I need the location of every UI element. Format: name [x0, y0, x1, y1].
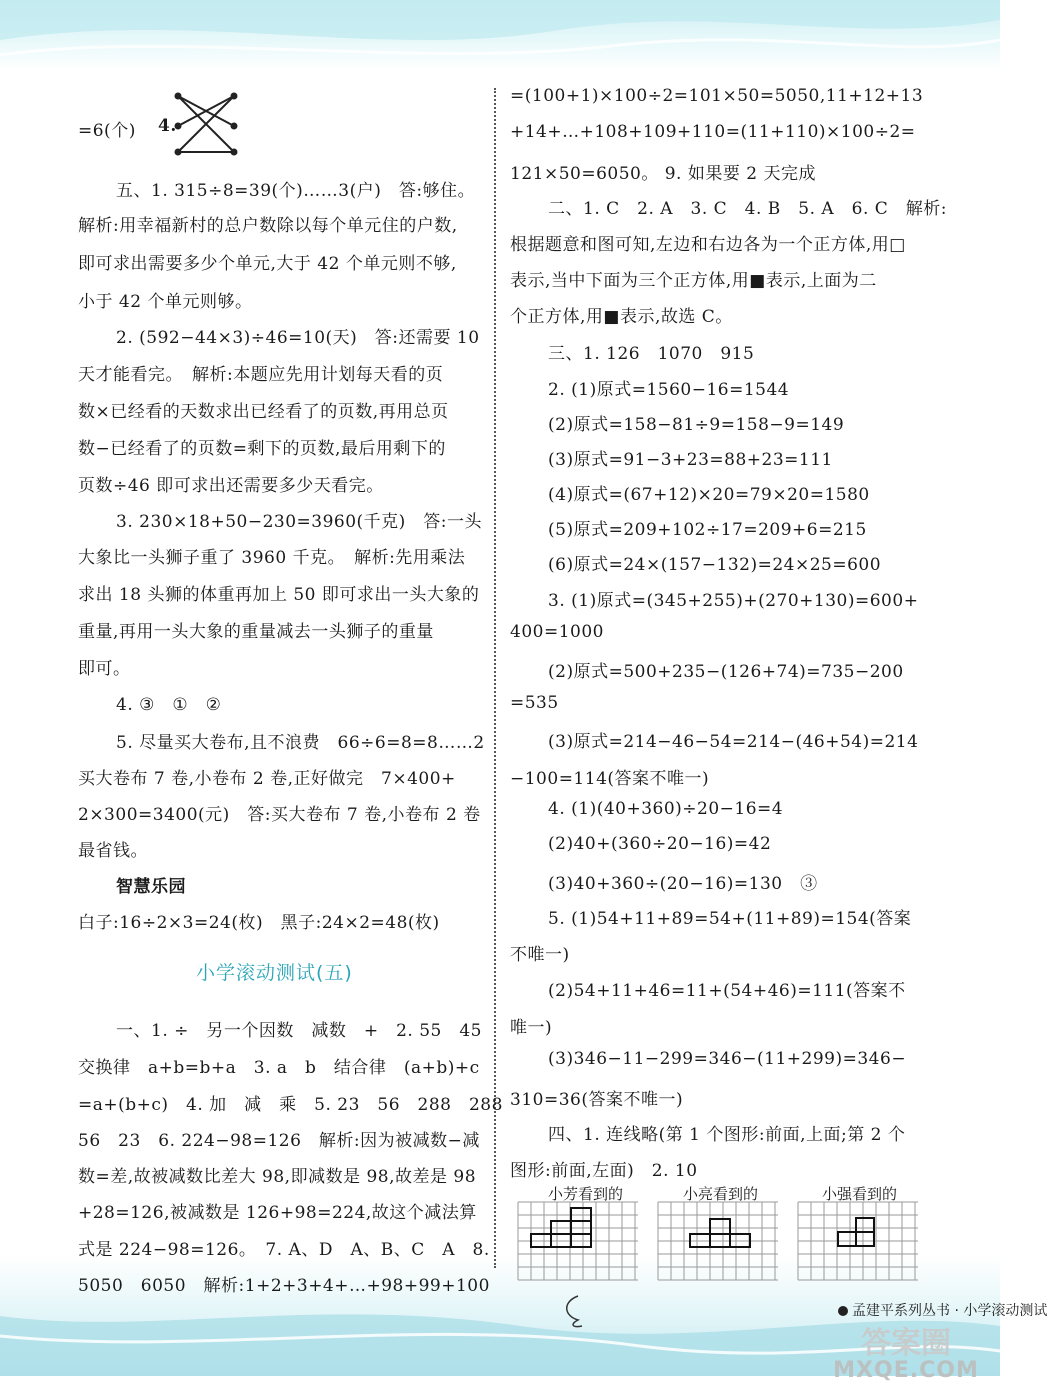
answer-line: 四、1. 连线略(第 1 个图形:前面,上面;第 2 个 [548, 1125, 906, 1145]
answer-line: 二、1. C 2. A 3. C 4. B 5. A 6. C 解析: [548, 199, 948, 219]
answer-line: =(100+1)×100÷2=101×50=5050,11+12+13 [510, 86, 924, 106]
answer-line: 2. (592−44×3)÷46=10(天) 答:还需要 10 [116, 328, 480, 348]
analysis-line: 重量,再用一头大象的重量减去一头狮子的重量 [78, 622, 434, 642]
answer-line: 121×50=6050。 9. 如果要 2 天完成 [510, 164, 816, 184]
answer-line: =535 [510, 693, 559, 713]
wave-decoration-top [0, 0, 1000, 70]
answer-line: 2. (1)原式=1560−16=1544 [548, 380, 790, 400]
top-decorative-band [0, 0, 1000, 70]
analysis-line: +28=126,被减数是 126+98=224,故这个减法算 [78, 1203, 477, 1223]
analysis-line: 表示,当中下面为三个正方体,用■表示,上面为二 [510, 271, 877, 291]
answer-line: (2)原式=500+235−(126+74)=735−200 [548, 662, 904, 682]
answer-line: (2)原式=158−81÷9=158−9=149 [548, 415, 845, 435]
answer-line: 不唯一) [510, 945, 570, 965]
view-grid-xiaoqiang [798, 1202, 922, 1282]
answer-line: 三、1. 126 1070 915 [548, 344, 755, 364]
answer-line: (5)原式=209+102÷17=209+6=215 [548, 520, 867, 540]
analysis-line: 即可。 [78, 659, 131, 679]
matching-lines-figure [170, 88, 242, 160]
watermark-text: 答案圈 [861, 1326, 951, 1361]
view-grid-xiaofang [518, 1202, 642, 1282]
answer-line: (3)40+360÷(20−16)=130 ③ [548, 874, 818, 894]
analysis-line: 大象比一头狮子重了 3960 千克。 解析:先用乘法 [78, 548, 466, 568]
section-title: 小学滚动测试(五) [196, 962, 353, 984]
answer-line: 3. 230×18+50−230=3960(千克) 答:一头 [116, 512, 483, 532]
grid-label-xiaoliang: 小亮看到的 [683, 1185, 759, 1203]
answer-line: 图形:前面,左面) 2. 10 [510, 1161, 698, 1181]
answer-line: 4. ③ ① ② [116, 695, 222, 715]
answer-line: 3. (1)原式=(345+255)+(270+130)=600+ [548, 591, 919, 611]
analysis-line: 即可求出需要多少个单元,大于 42 个单元则不够, [78, 254, 457, 274]
answer-line: (3)原式=214−46−54=214−(46+54)=214 [548, 732, 919, 752]
question-number: 4. [158, 116, 177, 136]
bullet-dot-icon [838, 1306, 848, 1316]
watermark-url: MXQE.COM [833, 1358, 979, 1383]
answer-line: +14+…+108+109+110=(11+110)×100÷2= [510, 122, 916, 142]
answer-line: 唯一) [510, 1018, 553, 1038]
series-name: 孟建平系列丛书 · 小学滚动测试 [852, 1303, 1047, 1319]
answer-line: (2)40+(360÷20−16)=42 [548, 834, 772, 854]
answer-line: 买大卷布 7 卷,小卷布 2 卷,正好做完 7×400+ [78, 769, 456, 789]
answer-line: (3)346−11−299=346−(11+299)=346− [548, 1049, 907, 1069]
answer-line: 交换律 a+b=b+a 3. a b 结合律 (a+b)+c [78, 1058, 480, 1078]
analysis-line: 解析:用幸福新村的总户数除以每个单元住的户数, [78, 216, 458, 236]
answer-line: =a+(b+c) 4. 加 减 乘 5. 23 56 288 288 [78, 1095, 503, 1115]
analysis-line: 求出 18 头狮的体重再加上 50 即可求出一头大象的 [78, 585, 480, 605]
answer-line: (6)原式=24×(157−132)=24×25=600 [548, 555, 882, 575]
answer-line: −100=114(答案不唯一) [510, 769, 710, 789]
answer-line: =6(个) [78, 121, 136, 141]
answer-line: 400=1000 [510, 622, 604, 642]
site-watermark [818, 1318, 994, 1383]
analysis-line: 页数÷46 即可求出还需要多少天看完。 [78, 476, 384, 496]
answer-line: 白子:16÷2×3=24(枚) 黑子:24×2=48(枚) [78, 913, 440, 933]
analysis-line: 小于 42 个单元则够。 [78, 292, 253, 312]
answer-line: (2)54+11+46=11+(54+46)=111(答案不 [548, 981, 906, 1001]
analysis-line: 数−已经看了的页数=剩下的页数,最后用剩下的 [78, 439, 446, 459]
answer-line: 310=36(答案不唯一) [510, 1090, 684, 1110]
analysis-line: 数=差,故被减数比差大 98,即减数是 98,故差是 98 [78, 1167, 477, 1187]
answer-line: (3)原式=91−3+23=88+23=111 [548, 450, 833, 470]
analysis-line: 天才能看完。 解析:本题应先用计划每天看的页 [78, 365, 444, 385]
analysis-line: 式是 224−98=126。 7. A、D A、B、C A 8. [78, 1240, 490, 1260]
subsection-heading: 智慧乐园 [116, 877, 186, 897]
answer-line: 56 23 6. 224−98=126 解析:因为被减数−减 [78, 1131, 480, 1151]
answer-line: 最省钱。 [78, 841, 148, 861]
answer-line: 2×300=3400(元) 答:买大卷布 7 卷,小卷布 2 卷 [78, 805, 481, 825]
answer-line: 4. (1)(40+360)÷20−16=4 [548, 799, 784, 819]
answer-line: 五、1. 315÷8=39(个)……3(户) 答:够住。 [116, 181, 476, 201]
answer-line: 5. (1)54+11+89=54+(11+89)=154(答案 [548, 909, 912, 929]
analysis-line: 个正方体,用■表示,故选 C。 [510, 307, 733, 327]
analysis-line: 根据题意和图可知,左边和右边各为一个正方体,用□ [510, 235, 906, 255]
grid-label-xiaofang: 小芳看到的 [548, 1185, 624, 1203]
handwritten-mark [548, 1290, 608, 1330]
analysis-line: 数×已经看的天数求出已经看了的页数,再用总页 [78, 402, 449, 422]
series-footer [838, 1300, 1047, 1320]
analysis-line: 5050 6050 解析:1+2+3+4+…+98+99+100 [78, 1276, 490, 1296]
answer-line: (4)原式=(67+12)×20=79×20=1580 [548, 485, 870, 505]
answer-line: 5. 尽量买大卷布,且不浪费 66÷6=8=8……2 [116, 733, 485, 753]
grid-label-xiaoqiang: 小强看到的 [822, 1185, 898, 1203]
answer-line: 一、1. ÷ 另一个因数 减数 + 2. 55 45 [116, 1021, 482, 1041]
view-grid-xiaoliang [658, 1202, 782, 1282]
